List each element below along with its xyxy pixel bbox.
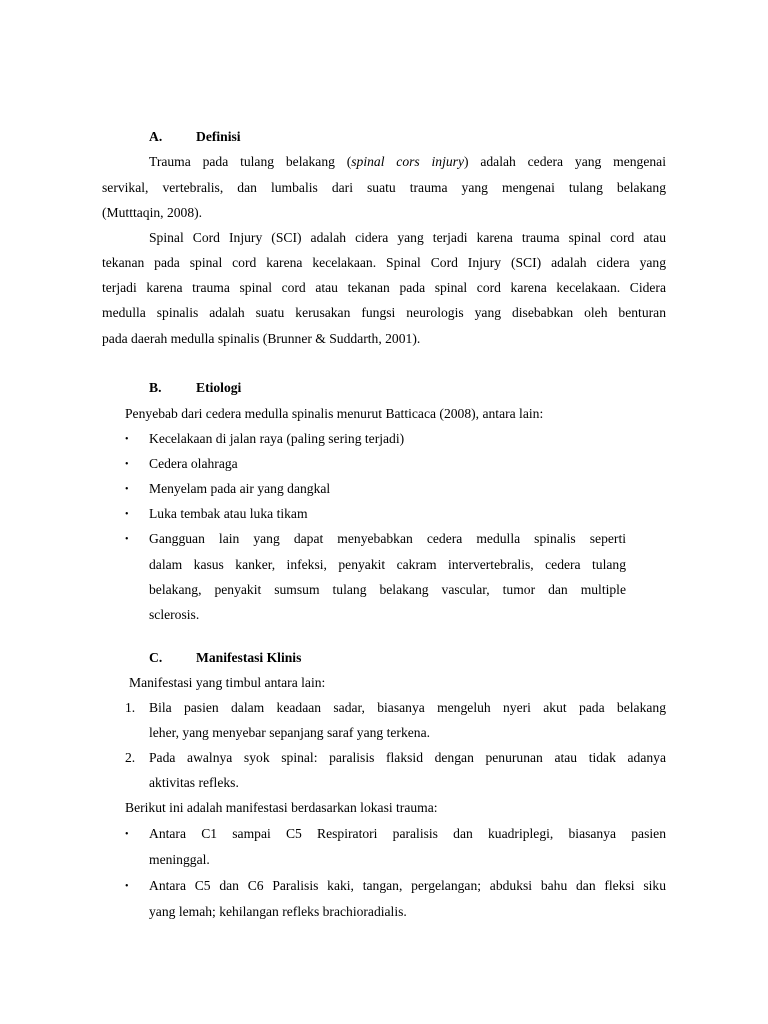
list-item: Cedera olahraga	[149, 456, 238, 471]
definition-p2-line3: terjadi karena trauma spinal cord atau tekanan pada spinal cord karena kecelakaan. Cidera	[102, 280, 666, 295]
bullet-icon: •	[125, 534, 129, 545]
definition-p2-line2: tekanan pada spinal cord karena kecelakaan. Spinal Cord Injury (SCI) adalah cidera yang	[102, 255, 666, 270]
definition-p2-line4: medulla spinalis adalah suatu kerusakan fungsi neurologis yang disebabkan oleh benturan	[102, 305, 666, 320]
section-b-title: Etiologi	[196, 380, 242, 395]
list-number: 2.	[125, 750, 136, 765]
lokasi-item-line: Antara C1 sampai C5 Respiratori paralisis dan kuadriplegi, biasanya pasien	[149, 826, 666, 841]
lokasi-intro: Berikut ini adalah manifestasi berdasarkan lokasi trauma:	[125, 800, 438, 815]
list-item-line: dalam kasus kanker, infeksi, penyakit cakram intervertebralis, cedera tulang	[149, 557, 626, 572]
bullet-icon: •	[125, 434, 129, 445]
numbered-item-line: Bila pasien dalam keadaan sadar, biasanya mengeluh nyeri akut pada belakang	[149, 700, 666, 715]
list-item: Luka tembak atau luka tikam	[149, 506, 308, 521]
etiologi-intro: Penyebab dari cedera medulla spinalis menurut Batticaca (2008), antara lain:	[125, 406, 544, 421]
list-item-line: Gangguan lain yang dapat menyebabkan cedera medulla spinalis seperti	[149, 531, 626, 546]
list-number: 1.	[125, 700, 136, 715]
lokasi-item-line: meninggal.	[149, 852, 210, 867]
section-a-title: Definisi	[196, 129, 241, 144]
list-item-line: sclerosis.	[149, 607, 200, 622]
list-item-line: belakang, penyakit sumsum tulang belakang vascular, tumor dan multiple	[149, 582, 626, 597]
lokasi-item-line: yang lemah; kehilangan refleks brachioradialis.	[149, 904, 407, 919]
bullet-icon: •	[125, 484, 129, 495]
section-a-letter: A.	[149, 129, 163, 144]
definition-p2-line5: pada daerah medulla spinalis (Brunner & Suddarth, 2001).	[102, 331, 421, 346]
list-item: Kecelakaan di jalan raya (paling sering terjadi)	[149, 431, 405, 446]
numbered-item-line: Pada awalnya syok spinal: paralisis flaksid dengan penurunan atau tidak adanya	[149, 750, 666, 765]
italic-term: spinal cors injury	[351, 154, 465, 169]
bullet-icon: •	[125, 829, 129, 840]
section-c-title: Manifestasi Klinis	[196, 650, 302, 665]
section-c-letter: C.	[149, 650, 163, 665]
bullet-icon: •	[125, 459, 129, 470]
definition-p1-line2: servikal, vertebralis, dan lumbalis dari suatu trauma yang mengenai tulang belakang	[102, 180, 666, 195]
lokasi-item-line: Antara C5 dan C6 Paralisis kaki, tangan, pergelangan; abduksi bahu dan fleksi siku	[149, 878, 666, 893]
bullet-icon: •	[125, 509, 129, 520]
manifestasi-intro: Manifestasi yang timbul antara lain:	[129, 675, 326, 690]
definition-p1-line1: Trauma pada tulang belakang (spinal cors injury) adalah cedera yang mengenai	[149, 154, 666, 169]
definition-p2-line1: Spinal Cord Injury (SCI) adalah cidera yang terjadi karena trauma spinal cord atau	[149, 230, 666, 245]
numbered-item-line: aktivitas refleks.	[149, 775, 239, 790]
numbered-item-line: leher, yang menyebar sepanjang saraf yang terkena.	[149, 725, 431, 740]
section-b-letter: B.	[149, 380, 162, 395]
definition-p1-line3: (Mutttaqin, 2008).	[102, 205, 203, 220]
list-item: Menyelam pada air yang dangkal	[149, 481, 331, 496]
bullet-icon: •	[125, 881, 129, 892]
